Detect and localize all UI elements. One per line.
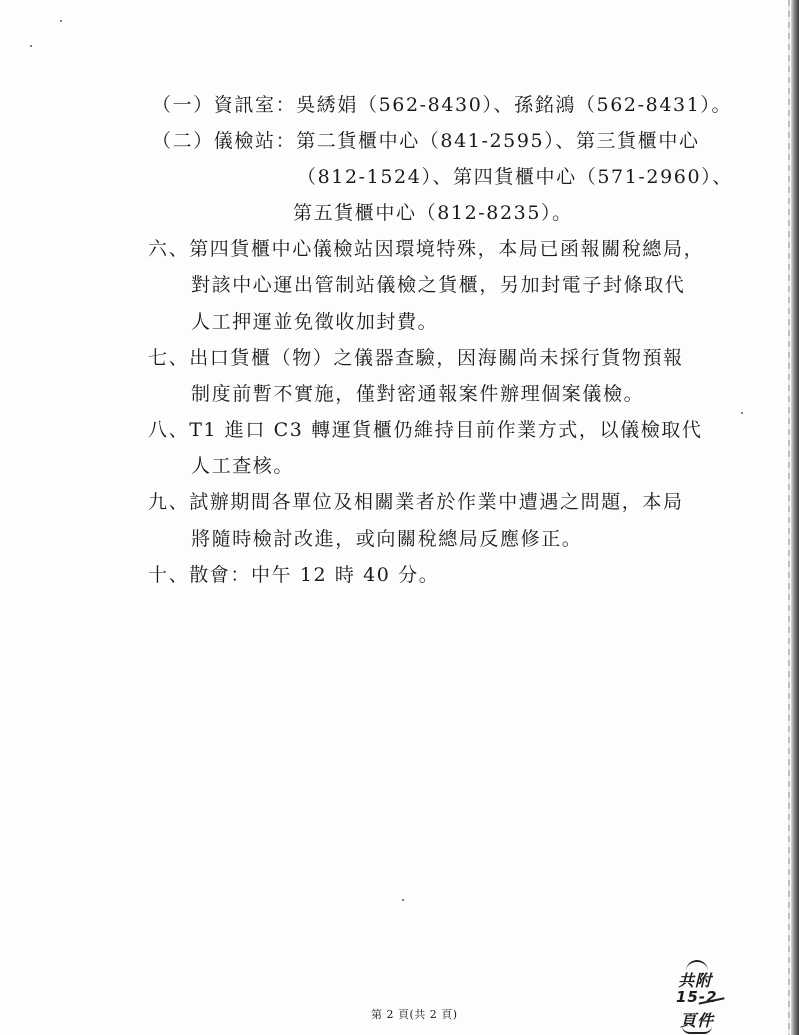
body-line-2: （二）儀檢站：第二貨櫃中心（841-2595）、第三貨櫃中心 [152,130,700,152]
scan-right-edge [791,0,799,1035]
scan-speck [30,45,32,47]
body-line-8: 七、出口貨櫃（物）之儀器查驗，因海關尚未採行貨物預報 [148,347,684,369]
body-line-11: 人工查核。 [191,455,295,477]
body-line-6: 對該中心運出管制站儀檢之貨櫃，另加封電子封條取代 [191,274,686,296]
body-line-3: （812-1524）、第四貨櫃中心（571-2960）、 [297,166,733,188]
body-line-10: 八、T1 進口 C3 轉運貨櫃仍維持目前作業方式，以儀檢取代 [148,419,703,441]
handwritten-note-bottom: 頁件 [680,1011,715,1030]
scan-speck [60,20,62,22]
body-line-9: 制度前暫不實施，僅對密通報案件辦理個案儀檢。 [191,383,645,405]
handwritten-note-middle: 15-2 [676,988,718,1006]
body-line-13: 將隨時檢討改進，或向關稅總局反應修正。 [191,528,583,550]
scan-speck [402,899,404,901]
body-line-5: 六、第四貨櫃中心儀檢站因環境特殊，本局已函報關稅總局， [148,238,705,260]
body-line-7: 人工押運並免徵收加封費。 [191,311,439,333]
body-line-1: （一）資訊室：吳綉娟（562-8430）、孫銘鴻（562-8431）。 [152,94,733,116]
handwritten-underline [682,1026,712,1034]
handwritten-note-top: 共附 [678,971,713,990]
body-line-12: 九、試辦期間各單位及相關業者於作業中遭遇之問題，本局 [148,491,684,513]
handwritten-attachment-note [676,960,740,1032]
page-footer: 第 2 頁(共 2 頁) [371,1008,458,1021]
body-line-4: 第五貨櫃中心（812-8235）。 [293,202,573,224]
body-line-14: 十、散會：中午 12 時 40 分。 [148,564,440,586]
scan-speck [741,412,743,414]
